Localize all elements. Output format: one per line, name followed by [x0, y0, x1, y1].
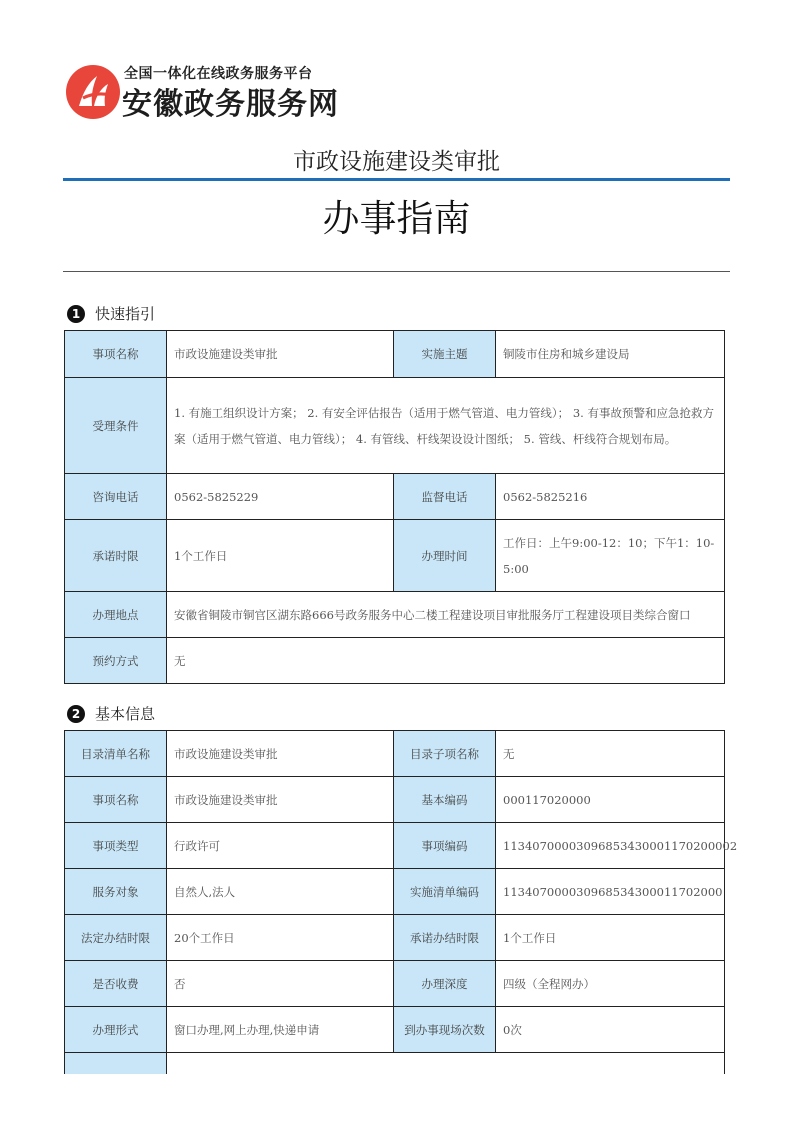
row-label: 事项编码 [394, 823, 496, 869]
quick-guide-table [64, 330, 725, 684]
booking-label: 预约方式 [65, 638, 167, 684]
row-value: 自然人,法人 [167, 869, 394, 915]
anhui-gov-logo-icon [63, 62, 123, 122]
row-value: 20个工作日 [167, 915, 394, 961]
table-row [65, 777, 725, 823]
item-name-label: 事项名称 [65, 331, 167, 378]
table-row [65, 638, 725, 684]
table-row [65, 592, 725, 638]
row-label: 事项名称 [65, 777, 167, 823]
row-label: 目录子项名称 [394, 731, 496, 777]
booking-value: 无 [167, 638, 725, 684]
row-value: 000117020000 [496, 777, 725, 823]
table-row [65, 823, 725, 869]
row-label: 目录清单名称 [65, 731, 167, 777]
table-row [65, 520, 725, 592]
table-row [65, 869, 725, 915]
address-label: 办理地点 [65, 592, 167, 638]
subject-label: 实施主题 [394, 331, 496, 378]
header-divider [63, 178, 730, 181]
hours-value: 工作日：上午9:00-12：10；下午1：10-5:00 [496, 520, 725, 592]
platform-subtitle: 全国一体化在线政务服务平台 [124, 66, 313, 82]
row-label: 承诺办结时限 [394, 915, 496, 961]
table-row [65, 1007, 725, 1053]
row-label: 到办事现场次数 [394, 1007, 496, 1053]
row-label: 基本编码 [394, 777, 496, 823]
document-title: 办事指南 [322, 197, 471, 240]
row-value: 113407000030968534300011702000 [496, 869, 725, 915]
row-value: 窗口办理,网上办理,快递申请 [167, 1007, 394, 1053]
row-label: 法定办结时限 [65, 915, 167, 961]
item-name-value: 市政设施建设类审批 [167, 331, 394, 378]
conditions-label: 受理条件 [65, 378, 167, 474]
row-label: 办理深度 [394, 961, 496, 1007]
row-label: 服务对象 [65, 869, 167, 915]
basic-info-table [64, 730, 738, 1099]
promise-label: 承诺时限 [65, 520, 167, 592]
hours-label: 办理时间 [394, 520, 496, 592]
table-row [65, 378, 725, 474]
platform-name: 安徽政务服务网 [122, 87, 339, 122]
row-value: 否 [167, 961, 394, 1007]
conditions-value: 1. 有施工组织设计方案； 2. 有安全评估报告（适用于燃气管道、电力管线）； 3. 有事故预警和应急抢救方案（适用于燃气管道、电力管线）； 4. 有管线、杆线架设设计图纸； 5. 管线、杆线符合规划布局。 [167, 378, 725, 474]
title-divider [63, 271, 730, 272]
row-label: 事项类型 [65, 823, 167, 869]
row-value: 市政设施建设类审批 [167, 777, 394, 823]
section-number-badge: 1 [67, 305, 85, 323]
table-row [65, 731, 725, 777]
row-label: 办理形式 [65, 1007, 167, 1053]
phone-label: 咨询电话 [65, 474, 167, 520]
row-value: 1个工作日 [496, 915, 725, 961]
section-title: 基本信息 [95, 705, 156, 723]
promise-value: 1个工作日 [167, 520, 394, 592]
table-row [65, 915, 725, 961]
row-value: 11340700003096853430001170200002 [496, 823, 725, 869]
phone-value: 0562-5825229 [167, 474, 394, 520]
section-heading-basic-info [67, 703, 155, 724]
section-heading-quick-guide [67, 303, 155, 324]
supervise-value: 0562-5825216 [496, 474, 725, 520]
row-value: 无 [496, 731, 725, 777]
table-row [65, 961, 725, 1007]
row-value: 0次 [496, 1007, 725, 1053]
document-category: 市政设施建设类审批 [293, 149, 500, 175]
address-value: 安徽省铜陵市铜官区湖东路666号政务服务中心二楼工程建设项目审批服务厅工程建设项目类综合窗口 [167, 592, 725, 638]
row-value: 市政设施建设类审批 [167, 731, 394, 777]
page-bottom-margin [0, 1074, 793, 1122]
table-row [65, 331, 725, 378]
row-label: 是否收费 [65, 961, 167, 1007]
table-row [65, 474, 725, 520]
section-title: 快速指引 [95, 305, 156, 323]
supervise-label: 监督电话 [394, 474, 496, 520]
subject-value: 铜陵市住房和城乡建设局 [496, 331, 725, 378]
row-label: 实施清单编码 [394, 869, 496, 915]
section-number-badge: 2 [67, 705, 85, 723]
row-value: 行政许可 [167, 823, 394, 869]
row-value: 四级（全程网办） [496, 961, 725, 1007]
